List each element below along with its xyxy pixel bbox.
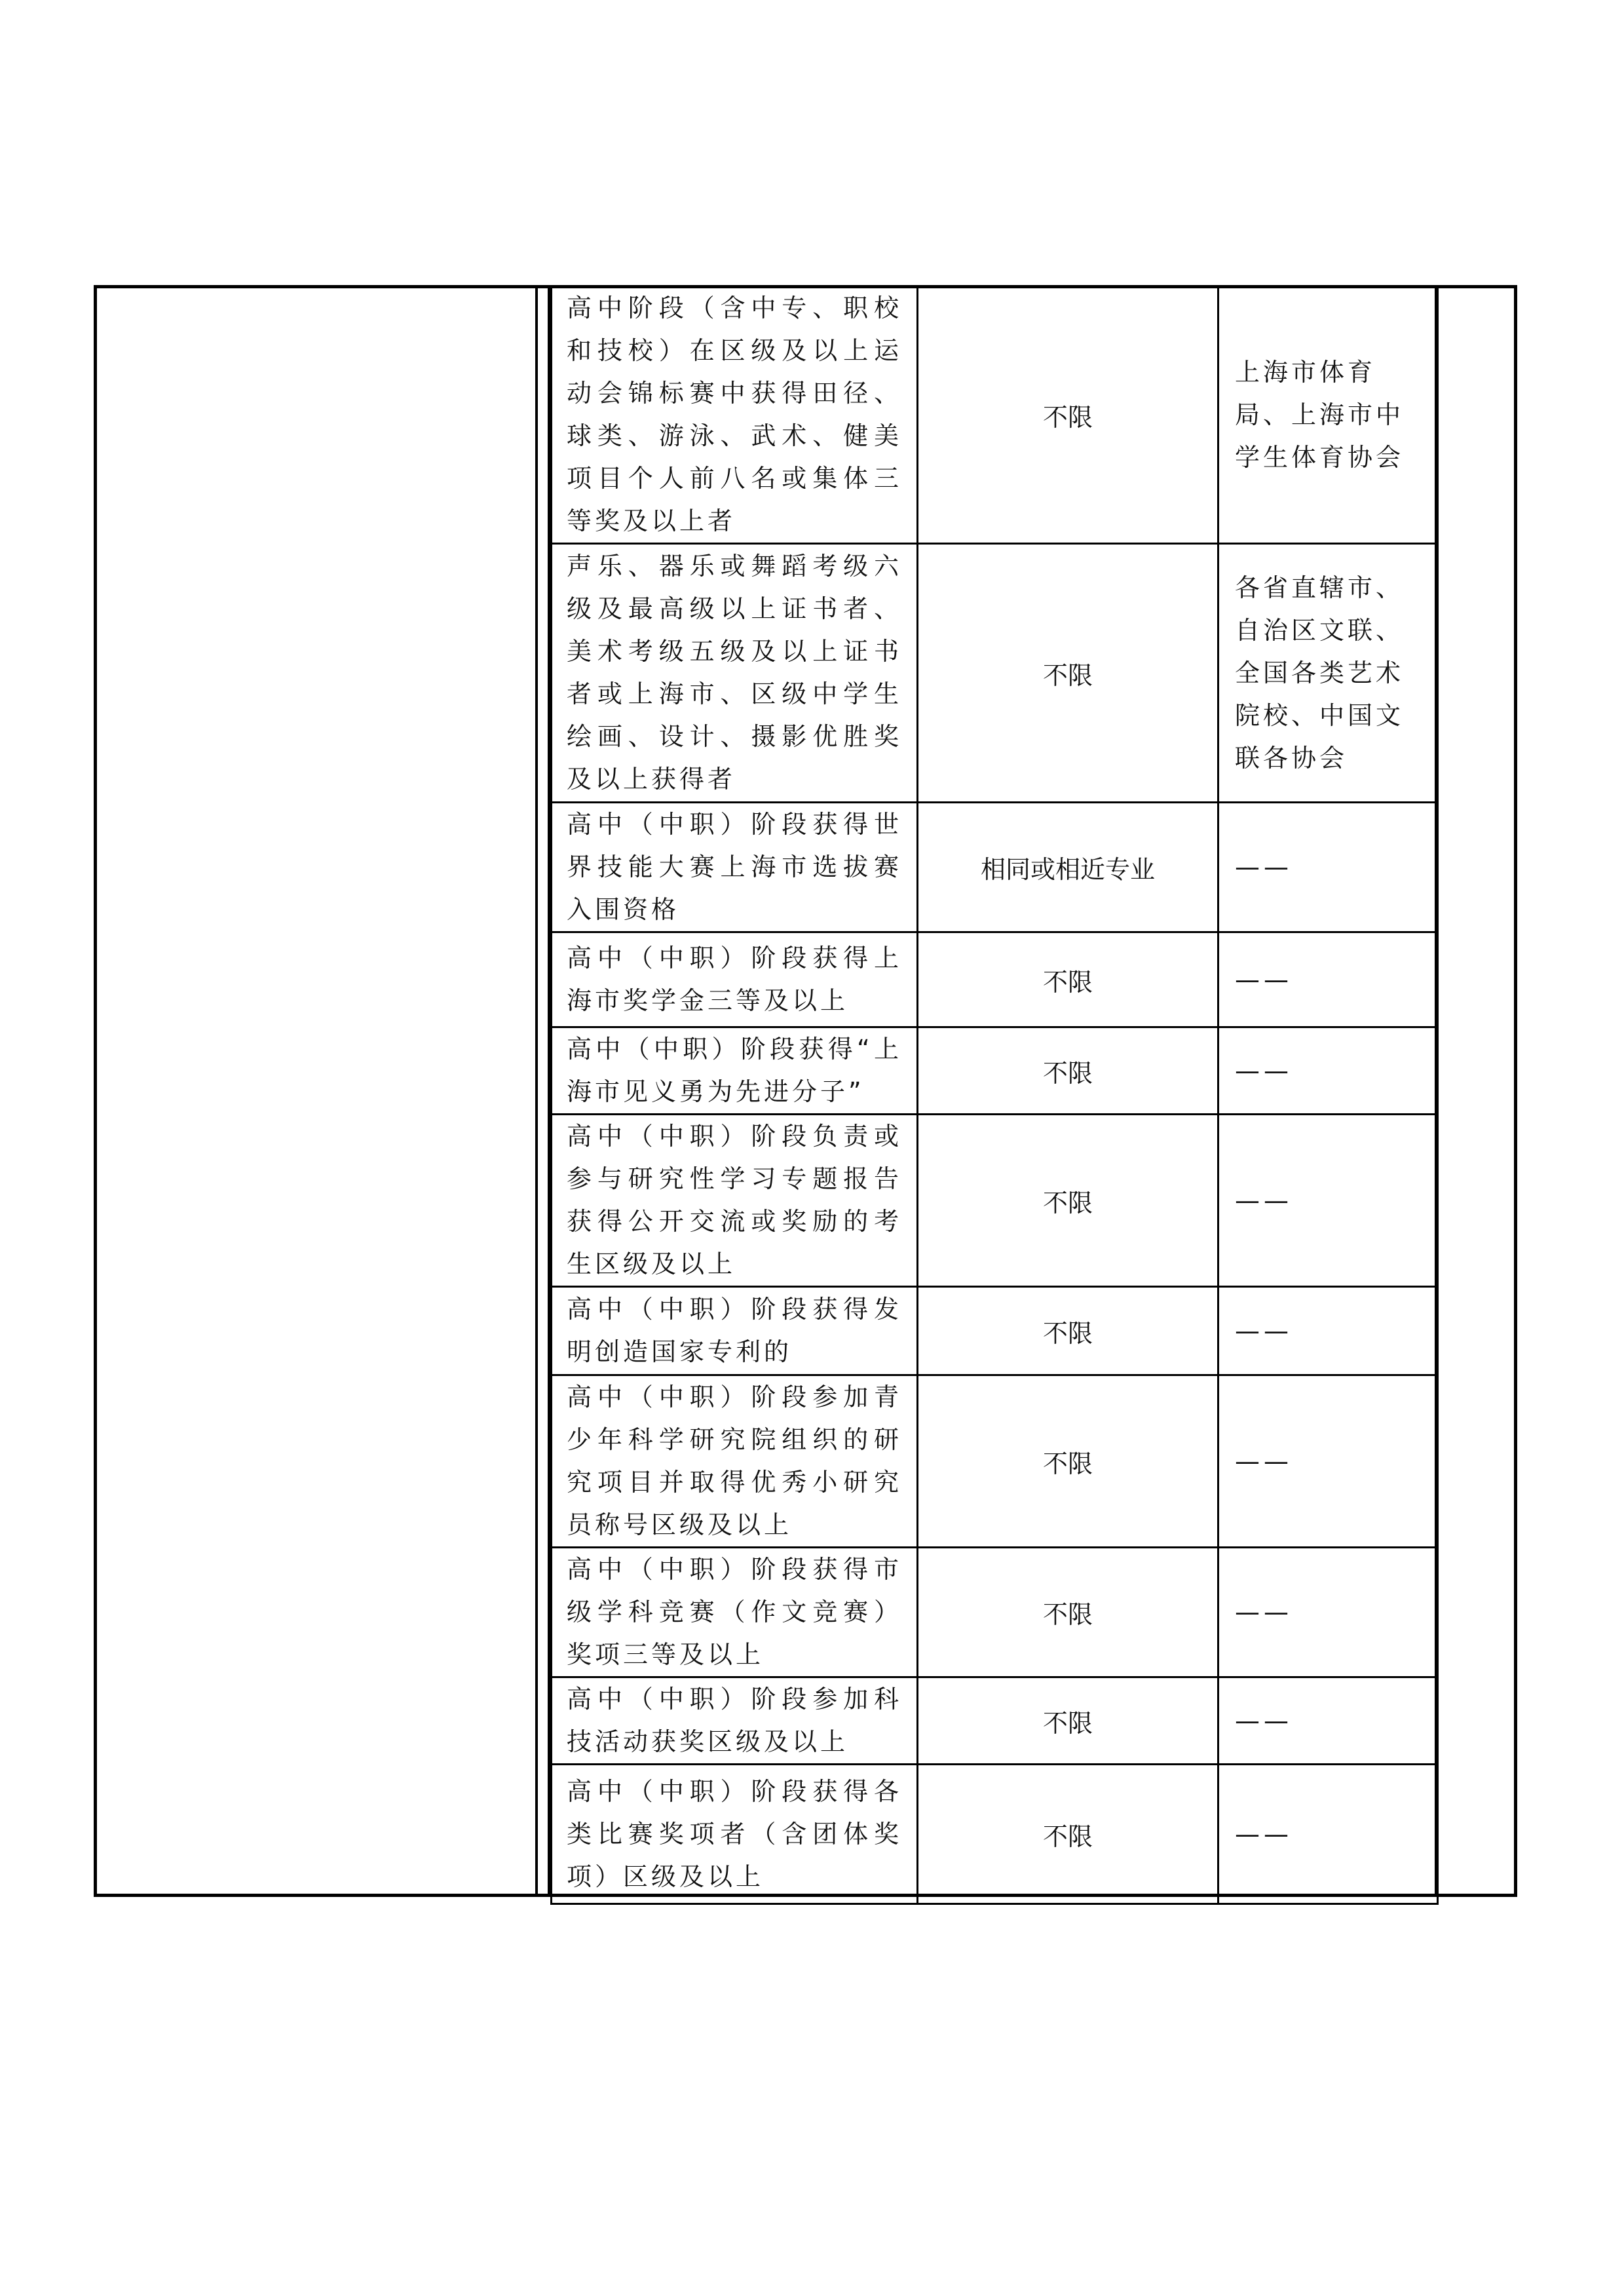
condition-cell: 高中（中职）阶段获得世界技能大赛上海市选拔赛入围资格 — [552, 803, 918, 932]
major-cell: 不限 — [918, 1027, 1218, 1115]
table-row — [552, 1548, 1438, 1677]
condition-cell: 高中（中职）阶段获得发明创造国家专利的 — [552, 1287, 918, 1375]
condition-cell: 高中（中职）阶段获得市级学科竞赛（作文竞赛）奖项三等及以上 — [552, 1548, 918, 1677]
condition-cell: 高中（中职）阶段获得上海市奖学金三等及以上 — [552, 932, 918, 1027]
major-cell: 不限 — [918, 1548, 1218, 1677]
authority-cell: 上海市体育局、上海市中学生体育协会 — [1218, 286, 1438, 544]
major-cell: 相同或相近专业 — [918, 803, 1218, 932]
condition-cell: 高中（中职）阶段获得“上海市见义勇为先进分子” — [552, 1027, 918, 1115]
authority-cell: —— — [1218, 1375, 1438, 1548]
authority-cell: 各省直辖市、自治区文联、全国各类艺术院校、中国文联各协会 — [1218, 544, 1438, 803]
column-divider-left — [535, 285, 538, 1897]
table-row — [552, 1027, 1438, 1115]
major-cell: 不限 — [918, 1765, 1218, 1904]
condition-cell: 高中（中职）阶段参加科技活动获奖区级及以上 — [552, 1677, 918, 1765]
requirements-table — [550, 285, 1439, 1905]
table-row — [552, 286, 1438, 544]
table-row — [552, 803, 1438, 932]
condition-cell: 高中（中职）阶段获得各类比赛奖项者（含团体奖项）区级及以上 — [552, 1765, 918, 1904]
authority-cell: —— — [1218, 1287, 1438, 1375]
authority-cell: —— — [1218, 1027, 1438, 1115]
table-row — [552, 1765, 1438, 1904]
authority-cell: —— — [1218, 1677, 1438, 1765]
table-row — [552, 1677, 1438, 1765]
authority-cell: —— — [1218, 1115, 1438, 1287]
major-cell: 不限 — [918, 1375, 1218, 1548]
major-cell: 不限 — [918, 544, 1218, 803]
table-row — [552, 1115, 1438, 1287]
condition-cell: 高中阶段（含中专、职校和技校）在区级及以上运动会锦标赛中获得田径、球类、游泳、武术、健美项目个人前八名或集体三等奖及以上者 — [552, 286, 918, 544]
table-row — [552, 932, 1438, 1027]
table-row — [552, 1287, 1438, 1375]
authority-cell: —— — [1218, 1548, 1438, 1677]
condition-cell: 声乐、器乐或舞蹈考级六级及最高级以上证书者、美术考级五级及以上证书者或上海市、区级中学生绘画、设计、摄影优胜奖及以上获得者 — [552, 544, 918, 803]
major-cell: 不限 — [918, 1677, 1218, 1765]
table-row — [552, 1375, 1438, 1548]
major-cell: 不限 — [918, 1115, 1218, 1287]
authority-cell: —— — [1218, 803, 1438, 932]
major-cell: 不限 — [918, 286, 1218, 544]
authority-cell: —— — [1218, 932, 1438, 1027]
table-row — [552, 544, 1438, 803]
authority-cell: —— — [1218, 1765, 1438, 1904]
major-cell: 不限 — [918, 932, 1218, 1027]
condition-cell: 高中（中职）阶段参加青少年科学研究院组织的研究项目并取得优秀小研究员称号区级及以上 — [552, 1375, 918, 1548]
major-cell: 不限 — [918, 1287, 1218, 1375]
condition-cell: 高中（中职）阶段负责或参与研究性学习专题报告获得公开交流或奖励的考生区级及以上 — [552, 1115, 918, 1287]
